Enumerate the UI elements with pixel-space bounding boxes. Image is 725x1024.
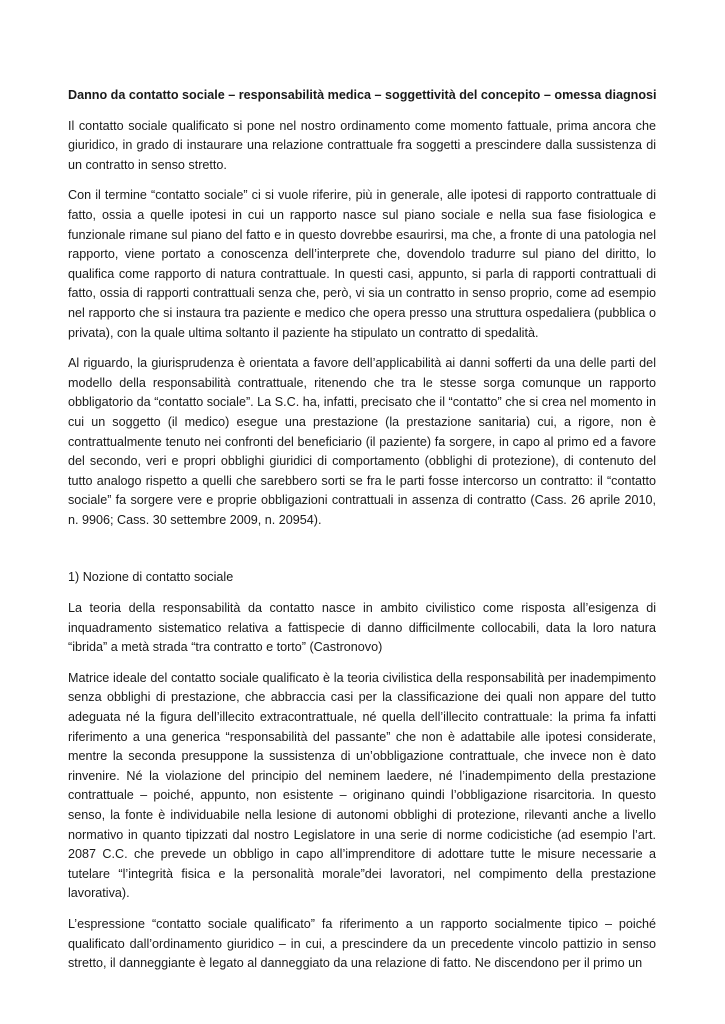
- paragraph-definition: Con il termine “contatto sociale” ci si vuole riferire, più in generale, alle ipotesi di rapporto contrattuale di fatto, ossia a quelle ipotesi in cui un rapporto nasce sul piano sociale e nella sua fase fisiologica e funzionale rimane sul piano del fatto e in questo dovrebbe esaurirsi, ma che, a fronte di una patologia nel rapporto, viene portato a conoscenza dell’interprete che, dovendolo tradurre sul piano del diritto, lo qualifica come rapporto di natura contrattuale. In questi casi, appunto, si parla di rapporti contrattuali di fatto, ossia di rapporti contrattuali senza che, però, vi sia un contratto in senso proprio, come ad esempio nel rapporto che si instaura tra paziente e medico che opera presso una struttura ospedaliera (pubblica o privata), con la quale ultima soltanto il paziente ha stipulato un contratto di spedalità.: [68, 188, 656, 340]
- paragraph-theory: La teoria della responsabilità da contatto nasce in ambito civilistico come risposta all’esigenza di inquadramento sistematico relativa a fattispecie di danno difficilmente collocabili, data la loro natura “ibrida” a metà strada “tra contratto e torto” (Castronovo): [68, 601, 656, 655]
- section-heading: 1) Nozione di contatto sociale: [68, 570, 234, 585]
- paragraph-matrix: Matrice ideale del contatto sociale qualificato è la teoria civilistica della responsabilità per inadempimento senza obblighi di prestazione, che abbraccia casi per la classificazione dei quali non appare del tutto adeguata né la figura dell’illecito extracontrattuale, né quella dell’illecito contrattuale: la prima fa infatti riferimento a una generica “responsabilità del passante” che non è adattabile alle ipotesi considerate, mentre la seconda presuppone la sussistenza di un’obbligazione contrattuale, che invece non è dato rinvenire. Né la violazione del principio del neminem laedere, né l’inadempimento della prestazione contrattuale – poiché, appunto, non esistente – originano quindi l’obbligazione risarcitoria. In questo senso, la fonte è individuabile nella lesione di autonomi obblighi di protezione, rilevanti anche a livello normativo in quanto tipizzati dal nostro Legislatore in una serie di norme codicistiche (ad esempio l’art. 2087 C.C. che prevede un obbligo in capo all’imprenditore di adottare tutte le misure necessarie a tutelare “l’integrità fisica e la personalità morale”dei lavoratori, nel compimento della prestazione lavorativa).: [68, 670, 656, 901]
- paragraph-intro: Il contatto sociale qualificato si pone nel nostro ordinamento come momento fattuale, prima ancora che giuridico, in grado di instaurare una relazione contrattuale fra soggetti a prescindere dalla sussistenza di un contratto in senso stretto.: [68, 118, 656, 172]
- document-title: Danno da contatto sociale – responsabilità medica – soggettività del concepito – omessa diagnosi: [68, 88, 657, 102]
- document-page: [68, 86, 656, 985]
- paragraph-jurisprudence: Al riguardo, la giurisprudenza è orientata a favore dell’applicabilità ai danni sofferti da una delle parti del modello della responsabilità contrattuale, ritenendo che tra le stesse sorga comunque un rapporto obbligatorio da “contatto sociale”. La S.C. ha, infatti, precisato che il “contatto” che si crea nel momento in cui un soggetto (il medico) esegue una prestazione (la prestazione sanitaria) cui, a rigore, non è contrattualmente tenuto nei confronti del beneficiario (il paziente) fa sorgere, in capo al primo ed a favore del secondo, veri e propri obblighi giuridici di comportamento (obblighi di protezione), di contenuto del tutto analogo rispetto a quelli che sarebbero sorti se fra le parti fosse intercorso un contratto: il “contatto sociale” fa sorgere vere e proprie obbligazioni contrattuali in assenza di contratto (Cass. 26 aprile 2010, n. 9906; Cass. 30 settembre 2009, n. 20954).: [68, 356, 656, 527]
- paragraph-expression: L’espressione “contatto sociale qualificato” fa riferimento a un rapporto socialmente tipico – poiché qualificato dall’ordinamento giuridico – in cui, a prescindere da un precedente vincolo pattizio in senso stretto, il danneggiante è legato al danneggiato da una relazione di fatto. Ne discendono per il primo un: [68, 916, 656, 971]
